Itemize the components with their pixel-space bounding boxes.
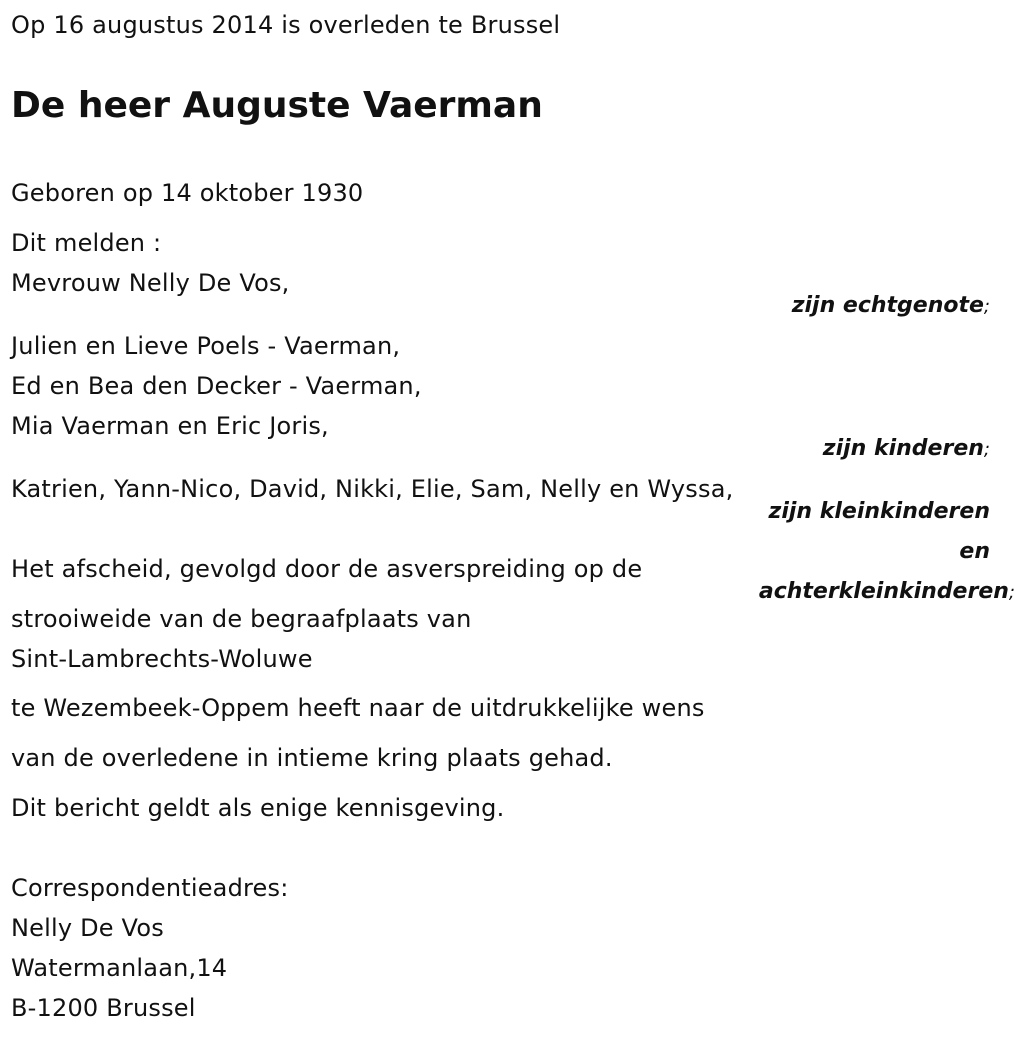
sole-notice-line: Dit bericht geldt als enige kennisgeving. <box>11 794 505 822</box>
correspondence-name: Nelly De Vos <box>11 914 164 942</box>
death-announcement-line: Op 16 augustus 2014 is overleden te Brussel <box>11 11 561 39</box>
birth-date-line: Geboren op 14 oktober 1930 <box>11 179 364 207</box>
farewell-line-1: Het afscheid, gevolgd door de asverspreiding op de <box>11 555 643 583</box>
great-grandchildren-relation-label: achterkleinkinderen; <box>758 579 1015 604</box>
grandchildren-line: Katrien, Yann-Nico, David, Nikki, Elie, Sam, Nelly en Wyssa, <box>11 475 734 503</box>
announce-intro: Dit melden : <box>11 229 162 257</box>
child-line-1: Julien en Lieve Poels - Vaerman, <box>11 332 401 360</box>
farewell-line-4: te Wezembeek-Oppem heeft naar de uitdrukkelijke wens <box>11 694 705 722</box>
correspondence-label: Correspondentieadres: <box>11 874 289 902</box>
children-relation-label: zijn kinderen; <box>822 436 990 461</box>
farewell-line-2: strooiweide van de begraafplaats van <box>11 605 472 633</box>
deceased-name-heading: De heer Auguste Vaerman <box>11 85 543 126</box>
grandchildren-relation-conjunction: en <box>959 539 990 564</box>
correspondence-street: Watermanlaan,14 <box>11 954 228 982</box>
spouse-name: Mevrouw Nelly De Vos, <box>11 269 290 297</box>
correspondence-city: B-1200 Brussel <box>11 994 196 1022</box>
child-line-2: Ed en Bea den Decker - Vaerman, <box>11 372 422 400</box>
child-line-3: Mia Vaerman en Eric Joris, <box>11 412 329 440</box>
farewell-line-5: van de overledene in intieme kring plaats gehad. <box>11 744 613 772</box>
grandchildren-relation-label: zijn kleinkinderen <box>768 499 990 524</box>
spouse-relation-label: zijn echtgenote; <box>791 293 990 318</box>
farewell-line-3: Sint-Lambrechts-Woluwe <box>11 645 313 673</box>
